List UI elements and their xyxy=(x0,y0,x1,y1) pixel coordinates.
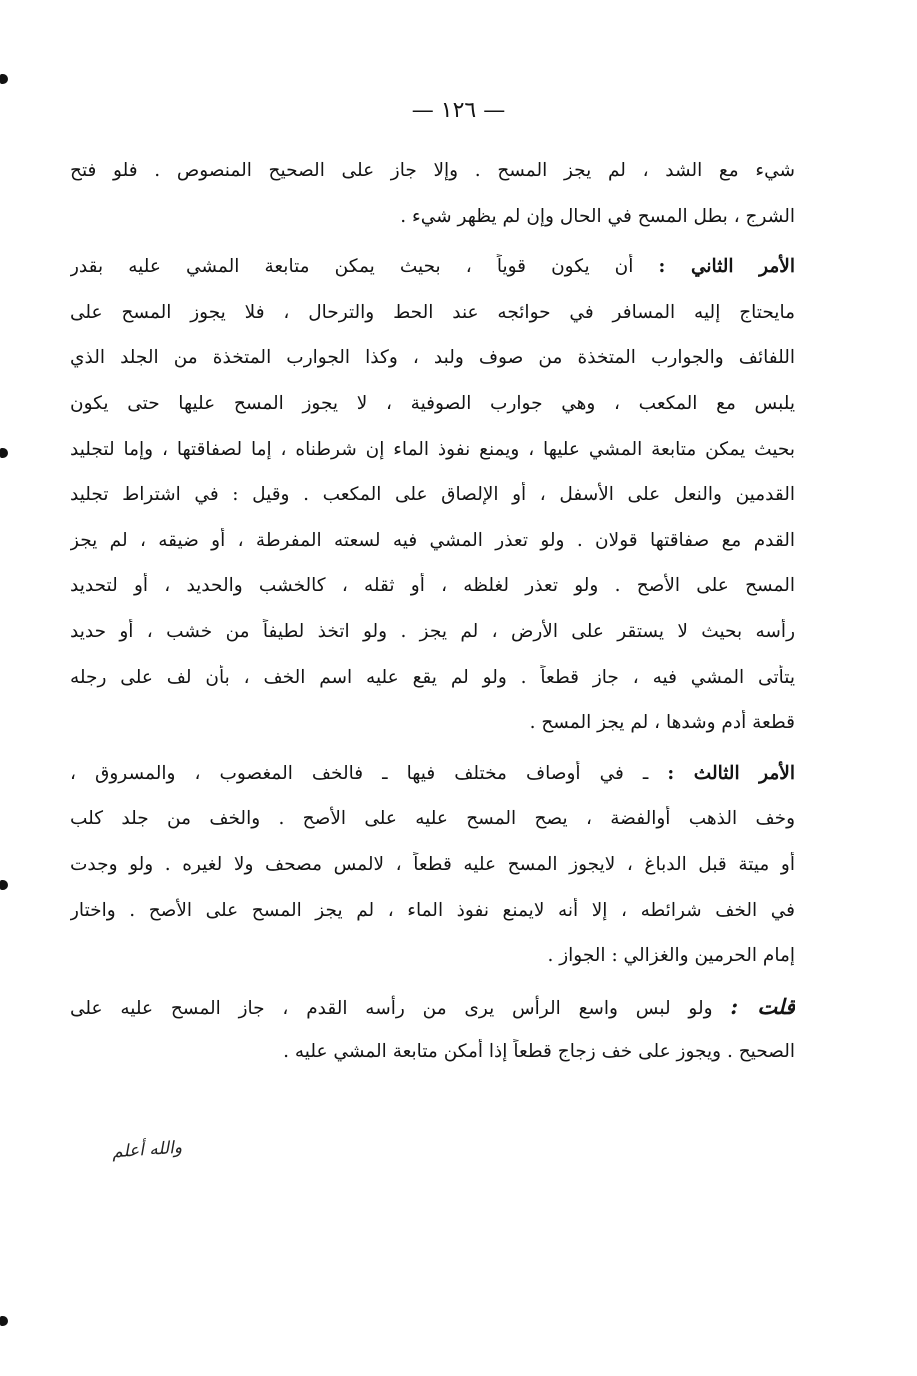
binding-mark xyxy=(0,74,8,84)
line-text: وخف الذهب أوالفضة ، يصح المسح عليه على الأصح . والخف من جلد كلب xyxy=(70,808,795,830)
line-text: القدم مع صفاقتها قولان . ولو تعذر المشي فيه لسعته المفرطة ، أو ضيقه ، لم يجز xyxy=(70,529,795,551)
section-heading-second: الأمر الثاني : xyxy=(658,256,795,278)
text-line-2 xyxy=(70,204,795,250)
text-line-12 xyxy=(70,665,795,711)
page-number: — ١٢٦ — xyxy=(411,98,506,123)
text-line-3 xyxy=(70,254,795,300)
line-text: قطعة أدم وشدها ، لم يجز المسح . xyxy=(529,712,795,734)
closing-formula: والله أعلم xyxy=(111,1137,183,1163)
text-line-8 xyxy=(70,482,795,528)
text-line-18 xyxy=(70,943,795,989)
main-text xyxy=(70,158,795,1085)
text-line-20 xyxy=(70,1039,795,1085)
text-line-7 xyxy=(70,437,795,483)
binding-mark xyxy=(0,880,8,890)
line-text: يلبس مع المكعب ، وهي جوارب الصوفية ، لا يجوز المسح عليها حتى يكون xyxy=(70,392,795,414)
line-text: ولو لبس واسع الرأس يرى من رأسه القدم ، جاز المسح عليه على xyxy=(70,997,713,1019)
binding-mark xyxy=(0,1316,8,1326)
text-line-10 xyxy=(70,573,795,619)
text-line-14 xyxy=(70,761,795,807)
line-text: المسح على الأصح . ولو تعذر لغلظه ، أو ثقله ، كالخشب والحديد ، أو لتحديد xyxy=(70,575,795,597)
line-text: الصحيح . ويجوز على خف زجاج قطعاً إذا أمكن متابعة المشي عليه . xyxy=(283,1041,795,1063)
line-text: في الخف شرائطه ، إلا أنه لايمنع نفوذ الماء ، لم يجز المسح على الأصح . واختار xyxy=(70,899,795,921)
qult-marker: قلت : xyxy=(730,993,795,1019)
line-text: اللفائف والجوارب المتخذة من صوف ولبد ، وكذا الجوارب المتخذة من الجلد الذي xyxy=(70,347,795,369)
line-text: رأسه بحيث لا يستقر على الأرض ، لم يجز . ولو اتخذ لطيفاً من خشب ، أو حديد xyxy=(70,620,795,642)
line-text: شيء مع الشد ، لم يجز المسح . وإلا جاز على الصحيح المنصوص . فلو فتح xyxy=(70,160,795,181)
text-line-16 xyxy=(70,852,795,898)
binding-mark xyxy=(0,448,8,458)
text-line-17 xyxy=(70,898,795,944)
text-line-6 xyxy=(70,391,795,437)
line-text: ـ في أوصاف مختلف فيها ـ فالخف المغصوب ، والمسروق ، xyxy=(70,762,649,784)
line-text: إمام الحرمين والغزالي : الجواز . xyxy=(547,945,795,967)
line-text: مايحتاج إليه المسافر في حوائجه عند الحط والترحال ، فلا يجوز المسح على xyxy=(70,301,795,323)
text-line-13 xyxy=(70,710,795,756)
line-text: القدمين والنعل على الأسفل ، أو الإلصاق على المكعب . وقيل : في اشتراط تجليد xyxy=(70,484,795,506)
line-text: يتأتى المشي فيه ، جاز قطعاً . ولو لم يقع عليه اسم الخف ، بأن لف على رجله xyxy=(70,666,795,688)
line-text: أو ميتة قبل الدباغ ، لايجوز المسح عليه قطعاً ، لالمس مصحف ولا لغيره . ولو وجدت xyxy=(70,853,795,875)
text-line-4 xyxy=(70,300,795,346)
line-text: بحيث يمكن متابعة المشي عليها ، ويمنع نفوذ الماء إن شرطناه ، إما لصفاقتها ، وإما لتجليد xyxy=(70,438,795,460)
text-line-1 xyxy=(70,158,795,204)
line-text: أن يكون قوياً ، بحيث يمكن متابعة المشي عليه بقدر xyxy=(70,256,634,278)
line-text: الشرج ، بطل المسح في الحال وإن لم يظهر شيء . xyxy=(400,205,795,227)
text-line-11 xyxy=(70,619,795,665)
section-heading-third: الأمر الثالث : xyxy=(667,762,795,784)
text-line-19 xyxy=(70,994,795,1040)
text-line-5 xyxy=(70,345,795,391)
text-line-9 xyxy=(70,528,795,574)
text-line-15 xyxy=(70,806,795,852)
